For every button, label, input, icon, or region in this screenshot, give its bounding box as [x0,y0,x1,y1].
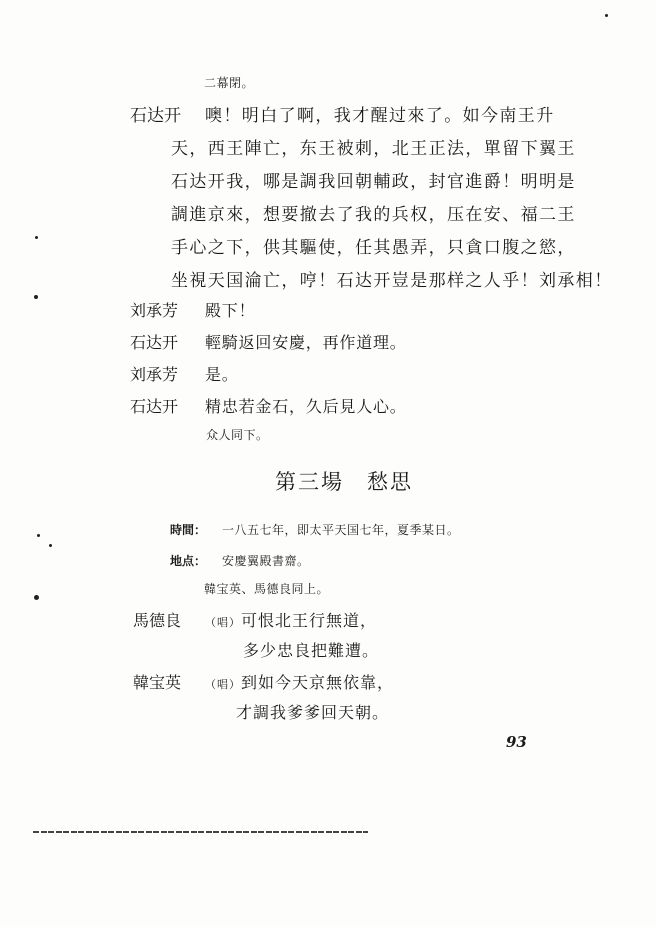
speaker-name: 刘承芳 [130,301,179,320]
speech-line: 石达开我，哪是調我回朝輔政，封官進爵！明明是 [171,172,576,192]
scan-speck [605,14,608,17]
place-value: 安慶翼殿書齋。 [222,554,310,568]
stage-direction-enter: 韓宝英、馬德良同上。 [204,582,330,596]
page-number: 93 [506,733,527,751]
scan-speck [37,534,40,537]
stage-direction-exit: 众人同下。 [206,428,269,442]
dialogue-line: 精忠若金石，久后見人心。 [205,397,407,416]
speaker-name: 石达开 [130,397,179,416]
song-line [205,670,394,693]
scan-edge-line [33,831,368,833]
scan-speck [35,236,38,239]
speaker-name: 馬德良 [133,611,182,630]
time-label: 時間： [170,523,207,537]
dialogue-line: 輕騎返回安慶，再作道理。 [205,333,407,352]
sing-tag: （唱） [205,616,241,629]
speaker-name: 石达开 [130,106,181,126]
speech-line: 噢！明白了啊，我才醒过來了。如今南王升 [205,106,555,126]
scan-speck [34,595,39,600]
sing-tag: （唱） [205,678,241,691]
speech-line: 手心之下，供其驅使，任其愚弄，只貪口腹之慾， [171,238,576,258]
speech-line: 坐視天国淪亡，哼！石达开豈是那样之人乎！刘承相！ [171,271,613,291]
dialogue-line: 殿下！ [205,301,256,320]
song-text: 到如今天京無依靠， [241,673,395,692]
speech-line: 調進京來，想要撤去了我的兵权，压在安、福二王 [171,205,576,225]
scan-speck [34,295,38,299]
song-line [205,608,377,631]
scan-speck [49,544,52,547]
song-line: 才調我爹爹回天朝。 [236,703,390,722]
song-text: 可恨北王行無道， [241,611,378,630]
dialogue-line: 是。 [205,365,239,384]
song-line: 多少忠良把難遭。 [243,641,380,660]
time-value: 一八五七年，即太平天国七年，夏季某日。 [222,523,460,537]
place-label: 地点： [170,554,207,568]
scene-title: 第三場 愁思 [275,470,413,494]
stage-direction-curtain: 二幕閉。 [204,76,255,90]
speaker-name: 韓宝英 [133,673,182,692]
speaker-name: 刘承芳 [130,365,179,384]
speech-line: 天，西王陣亡，东王被刺，北王正法，單留下翼王 [171,139,576,159]
speaker-name: 石达开 [130,333,179,352]
